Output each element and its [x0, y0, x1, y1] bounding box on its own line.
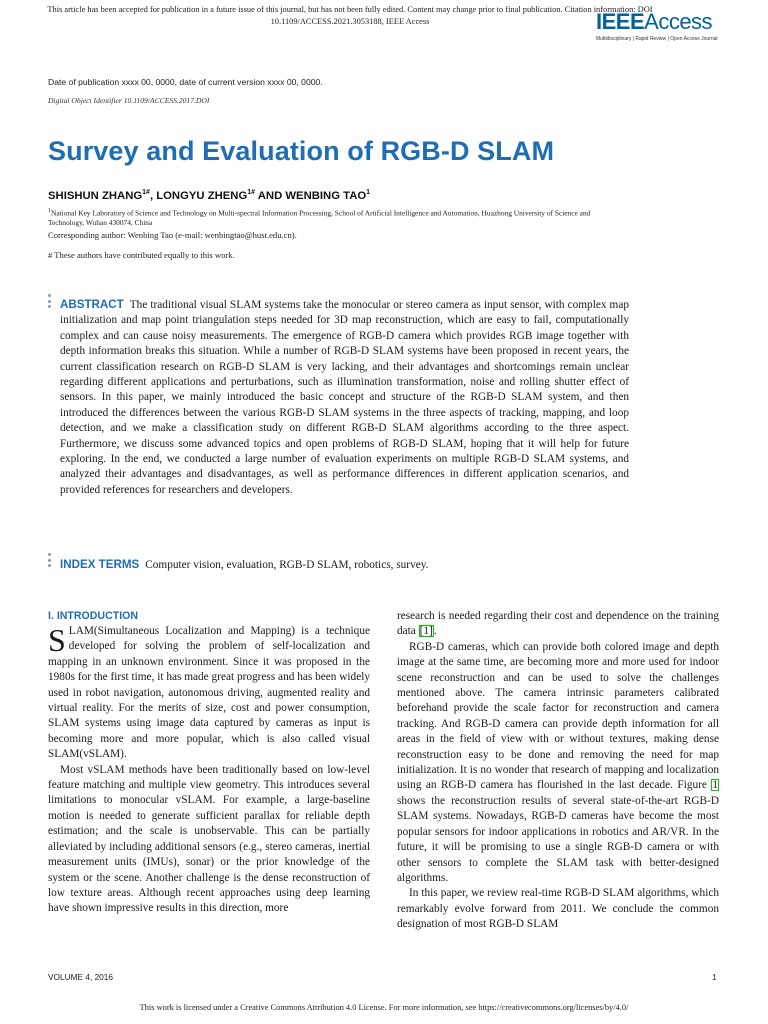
logo-tagline: Multidisciplinary | Rapid Review | Open Access Journal — [596, 36, 718, 42]
contribution-note: # These authors have contributed equally to this work. — [48, 250, 235, 260]
body-paragraph — [48, 624, 370, 763]
paragraph-text: research is needed regarding their cost and dependence on the training data — [397, 610, 719, 638]
body-paragraph — [397, 640, 719, 887]
notice-line-2: 10.1109/ACCESS.2021.3053188, IEEE Access — [270, 17, 430, 26]
paragraph-text: RGB-D cameras, which can provide both colored image and depth image at the same time, are becoming more and more used for indoor scene reconstruction and can be used to solve the challenges mentioned above. The camera intrinsic parameters calibrated beforehand provide the scale factor for reconstruction and camera tracking. And RGB-D camera can provide depth information for all areas in the field of view with or without textures, making dense reconstruction easy to be done and removing the need for map initialization. It is no wonder that research of mapping and localization using an RGB-D camera has flourished in the last decade. Figure — [397, 640, 719, 792]
author-name: WENBING TAO — [285, 189, 367, 202]
paper-title: Survey and Evaluation of RGB-D SLAM — [48, 136, 555, 166]
author-separator: , — [149, 189, 157, 202]
journal-notice — [40, 4, 660, 28]
author-name: LONGYU ZHENG — [156, 189, 248, 202]
author-sup: 1# — [142, 189, 150, 196]
paragraph-text: LAM(Simultaneous Localization and Mapping) is a technique developed for solving the problem of self-localization and mapping in an unknown environment. Since it was proposed in the 1980s for the first time, it has made great progress and has been widely used in robot navigation, autonomous driving, augmented reality and virtual reality. For the merits of size, cost and power consumption, SLAM systems using image data captured by cameras as input is becoming more and more popular, which is also called visual SLAM(vSLAM). — [48, 625, 370, 761]
affiliation-text: National Key Laboratory of Science and Technology on Multi-spectral Information Processing, School of Artificial Intelligence and Automation, Huazhong University of Science and Technology, Wuhan 430074, China — [48, 208, 591, 228]
affiliation-sup: 1 — [48, 208, 51, 214]
author-sup: 1# — [247, 189, 256, 196]
abstract-text: The traditional visual SLAM systems take the monocular or stereo camera as input sensor, with complex map initialization and map point triangulation steps needed for 3D map reconstruction, which are easy to fail, computationally complex and can cause noisy measurements. The emergence of RGB-D camera which provides RGB image together with depth information breaks this situation. While a number of RGB-D SLAM systems have been proposed in recent years, the current classification research on RGB-D SLAM is very lacking, and their advantages and shortcomings remain unclear regarding different applications and perturbations, such as illumination transformation, noise and rolling shutter effect of sensors. In this paper, we mainly introduced the basic concept and structure of the RGB-D SLAM system, and then introduced the differences between the various RGB-D SLAM systems in the three aspects of tracking, mapping, and loop detection, and we make a classification study on different RGB-D SLAM algorithms according to the three aspect. Furthermore, we discuss some advanced topics and open problems of RGB-D SLAM, hoping that it will help for future exploring. In the end, we conducted a large number of evaluation experiments on multiple RGB-D SLAM systems, and analyzed their advantages and disadvantages, as well as performance differences in different application scenarios, and provided references for researchers and developers. — [60, 299, 629, 496]
affiliation — [48, 206, 608, 228]
corresponding-author: Corresponding author: Wenbing Tao (e-mail: wenbingtao@hust.edu.cn). — [48, 230, 297, 240]
section-heading: I. INTRODUCTION — [48, 610, 139, 622]
body-paragraph — [397, 609, 719, 640]
publication-date: Date of publication xxxx 00, 0000, date of current version xxxx 00, 0000. — [48, 77, 323, 87]
author-separator: AND — [255, 189, 286, 202]
paragraph-text: . — [433, 625, 437, 638]
figure-link[interactable]: 1 — [712, 779, 718, 792]
paragraph-text: shows the reconstruction results of several state-of-the-art RGB-D SLAM systems. Nowadays, RGB-D cameras have become the most popular sensors for indoor applications in robotics and AR/VR. In the future, it will be promising to use a single RGB-D camera or with other sensors to complete the SLAM task with better-designed algorithms. — [397, 794, 719, 884]
index-terms — [60, 557, 629, 573]
body-column-left — [48, 609, 370, 917]
ieee-access-logo — [596, 10, 720, 42]
author-sup: 1 — [366, 189, 371, 196]
body-paragraph: In this paper, we review real-time RGB-D SLAM algorithms, which remarkably evolve forward from 2011. We conclude the common designation of most RGB-D SLAM — [397, 887, 719, 931]
license-notice: This work is licensed under a Creative Commons Attribution 4.0 License. For more information, see https://creativecommons.org/licenses/by/4.0/ — [139, 1003, 629, 1012]
page-number: 1 — [712, 972, 717, 982]
volume-label: VOLUME 4, 2016 — [48, 972, 114, 982]
abstract-label: ABSTRACT — [60, 298, 124, 311]
logo-ieee: IEEE — [596, 9, 645, 34]
body-paragraph: Most vSLAM methods have been traditionally based on low-level feature matching and multiple view geometry. This introduces several limitations to monocular vSLAM. For example, a large-baseline motion is needed to generate sufficient parallax for reliable depth estimation; and the scale is unobservable. This can be partially alleviated by including additional sensors (e.g., stereo cameras, inertial measurement units (IMUs), sonar) or the prior knowledge of the system or the scene. Another challenge is the dense reconstruction of low texture areas. Although recent approaches using deep learning have shown impressive results in this direction, more — [48, 763, 370, 915]
citation-link[interactable]: [1] — [419, 625, 433, 638]
notice-line-1: This article has been accepted for publication in a future issue of this journal, but has not been fully edited. Content may change prior to final publication. Citation information: DOI — [47, 5, 653, 14]
abstract-marker-icon — [48, 294, 52, 311]
index-terms-label: INDEX TERMS — [60, 558, 140, 571]
index-terms-marker-icon — [48, 553, 52, 570]
index-terms-text: Computer vision, evaluation, RGB-D SLAM, robotics, survey. — [145, 559, 429, 571]
abstract — [60, 297, 629, 498]
author-list — [48, 189, 370, 202]
body-column-right — [397, 609, 719, 933]
author-name: SHISHUN ZHANG — [48, 189, 143, 202]
drop-cap: S — [48, 622, 66, 658]
logo-access: Access — [644, 9, 713, 34]
doi-line: Digital Object Identifier 10.1109/ACCESS.2017.DOI — [48, 96, 210, 105]
logo-wordmark — [596, 10, 720, 34]
